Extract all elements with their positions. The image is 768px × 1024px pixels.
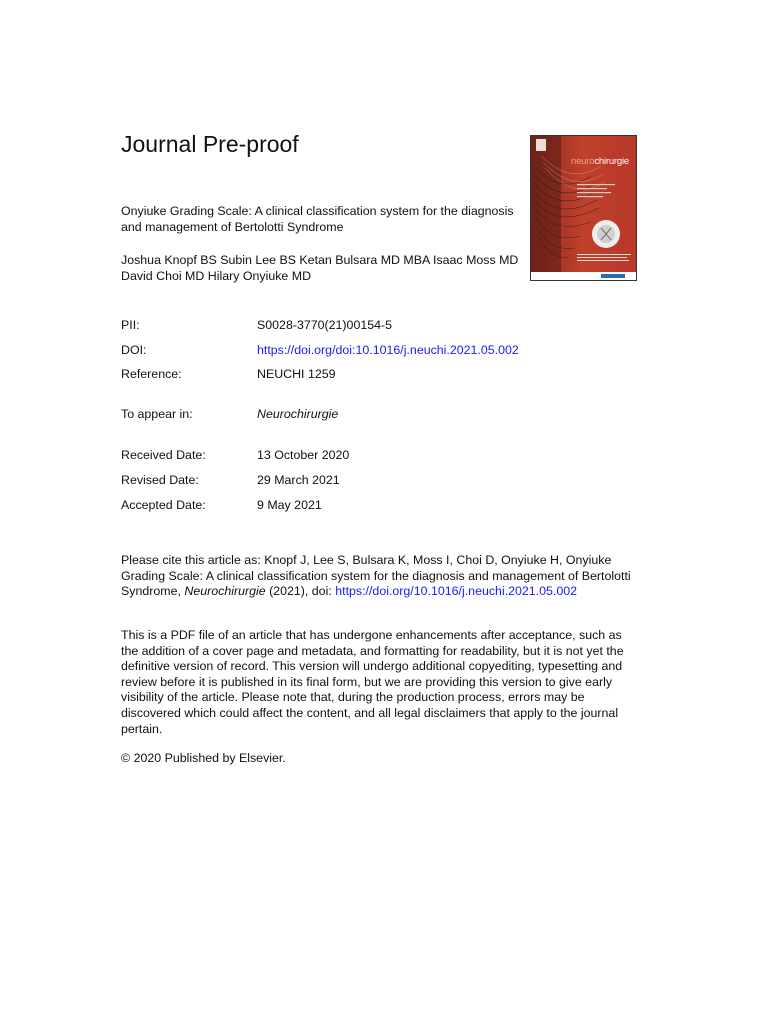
pii-value: S0028-3770(21)00154-5 bbox=[257, 318, 393, 332]
accepted-date-label: Accepted Date: bbox=[121, 498, 206, 512]
citation-journal: Neurochirurgie bbox=[184, 584, 266, 599]
doi-link[interactable]: https://doi.org/doi:10.1016/j.neuchi.2021.05.002 bbox=[257, 343, 519, 357]
appear-in-label: To appear in: bbox=[121, 407, 193, 421]
doi-label: DOI: bbox=[121, 343, 147, 357]
received-date-value: 13 October 2020 bbox=[257, 448, 350, 462]
copyright-notice: © 2020 Published by Elsevier. bbox=[121, 751, 286, 765]
cover-journal-title: neurochirurgie bbox=[571, 156, 629, 167]
citation-doi-link[interactable]: https://doi.org/10.1016/j.neuchi.2021.05.002 bbox=[335, 584, 578, 599]
appear-in-value: Neurochirurgie bbox=[257, 407, 339, 421]
revised-date-value: 29 March 2021 bbox=[257, 473, 340, 487]
article-authors: Joshua Knopf BS Subin Lee BS Ketan Bulsara MD MBA Isaac Moss MD David Choi MD Hilary Onyiuke MD bbox=[121, 253, 519, 283]
reference-value: NEUCHI 1259 bbox=[257, 367, 336, 381]
received-date-label: Received Date: bbox=[121, 448, 206, 462]
reference-label: Reference: bbox=[121, 367, 182, 381]
citation-year-doi: (2021), doi: bbox=[269, 584, 332, 599]
citation-paragraph bbox=[121, 553, 641, 600]
revised-date-label: Revised Date: bbox=[121, 473, 199, 487]
accepted-date-value: 9 May 2021 bbox=[257, 498, 322, 512]
article-title: Onyiuke Grading Scale: A clinical classification system for the diagnosis and management of Bertolotti Syndrome bbox=[121, 204, 514, 234]
citation-text: Please cite this article as: Knopf J, Lee S, Bulsara K, Moss I, Choi D, Onyiuke H, Onyiuke Grading Scale: A clinical classification system for the diagnosis and management of Bertolotti Syndrome, bbox=[121, 553, 631, 599]
page-title: Journal Pre-proof bbox=[121, 131, 299, 157]
pre-proof-notice: This is a PDF file of an article that has undergone enhancements after acceptance, such as the addition of a cover page and metadata, and formatting for readability, but it is not yet the definitive version of record. This version will undergo additional copyediting, typesetting and review before it is published in its final form, but we are providing this version to give early visibility of the article. Please note that, during the production process, errors may be discovered which could affect the content, and all legal disclaimers that apply to the journal pertain. bbox=[121, 628, 624, 736]
journal-cover-image bbox=[530, 135, 637, 281]
pii-label: PII: bbox=[121, 318, 140, 332]
